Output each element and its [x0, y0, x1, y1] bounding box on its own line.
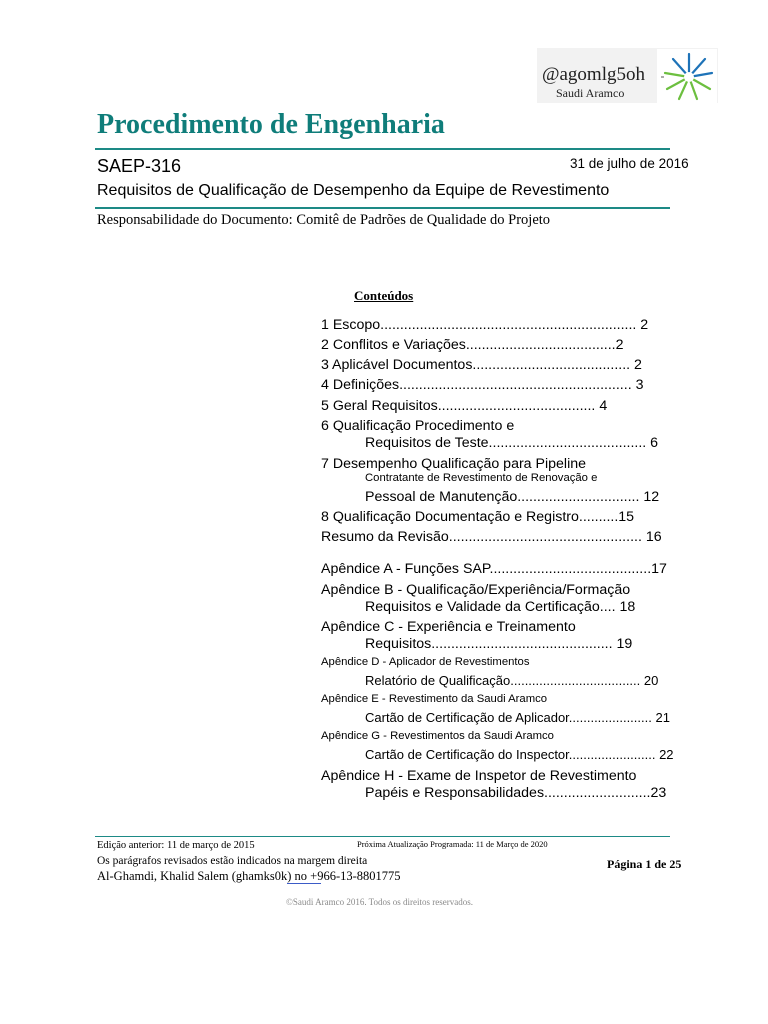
toc-entry-revision-summary[interactable]: Resumo da Revisão................................................. 16	[321, 529, 662, 545]
toc-appendix-a[interactable]: Apêndice A - Funções SAP.........................................17	[321, 561, 667, 577]
title-divider	[95, 148, 670, 150]
toc-entry-1[interactable]: 1 Escopo................................................................. 2	[321, 317, 649, 333]
toc-appendix-b-continued[interactable]: Requisitos e Validade da Certificação.... 18	[365, 599, 636, 615]
toc-entry-7[interactable]: 7 Desempenho Qualificação para Pipeline	[321, 456, 586, 472]
saudi-aramco-star-icon	[657, 49, 717, 103]
toc-appendix-g-continued[interactable]: Cartão de Certificação do Inspector........................ 22	[365, 747, 674, 762]
toc-entry-3[interactable]: 3 Aplicável Documentos........................................ 2	[321, 357, 642, 373]
footer-divider	[95, 836, 670, 837]
toc-entry-7-continued[interactable]: Contratante de Revestimento de Renovação e	[365, 472, 598, 484]
document-subtitle: Requisitos de Qualificação de Desempenho da Equipe de Revestimento	[97, 182, 610, 199]
toc-entry-8[interactable]: 8 Qualificação Documentação e Registro..........15	[321, 509, 635, 525]
toc-appendix-g[interactable]: Apêndice G - Revestimentos da Saudi Aramco	[321, 730, 554, 742]
page-number: Página 1 de 25	[607, 857, 682, 871]
previous-edition: Edição anterior: 11 de março de 2015	[97, 840, 255, 851]
toc-appendix-d-continued[interactable]: Relatório de Qualificação.................................... 20	[365, 673, 659, 688]
revised-paragraphs-note: Os parágrafos revisados estão indicados na margem direita	[97, 855, 368, 867]
logo-company-name: Saudi Aramco	[556, 86, 625, 100]
toc-appendix-c-continued[interactable]: Requisitos.............................................. 19	[365, 636, 633, 652]
toc-appendix-d[interactable]: Apêndice D - Aplicador de Revestimentos	[321, 656, 530, 668]
toc-entry-2[interactable]: 2 Conflitos e Variações......................................2	[321, 337, 624, 353]
document-responsibility: Responsabilidade do Documento: Comitê de Padrões de Qualidade do Projeto	[97, 212, 551, 228]
toc-appendix-e-continued[interactable]: Cartão de Certificação de Aplicador....................... 21	[365, 710, 670, 725]
toc-entry-7-continued-2[interactable]: Pessoal de Manutenção............................... 12	[365, 489, 660, 505]
toc-entry-6-continued[interactable]: Requisitos de Teste........................................ 6	[365, 435, 659, 451]
toc-appendix-c[interactable]: Apêndice C - Experiência e Treinamento	[321, 619, 576, 635]
toc-appendix-e[interactable]: Apêndice E - Revestimento da Saudi Aramco	[321, 693, 548, 705]
toc-appendix-b[interactable]: Apêndice B - Qualificação/Experiência/Formação	[321, 582, 631, 598]
toc-appendix-h-continued[interactable]: Papéis e Responsabilidades...........................23	[365, 785, 667, 801]
toc-entry-6[interactable]: 6 Qualificação Procedimento e	[321, 418, 515, 434]
page-title: Procedimento de Engenharia	[97, 109, 445, 140]
document-id: SAEP-316	[97, 156, 182, 176]
logo-handle-text: @agomlg5oh	[542, 64, 645, 85]
toc-entry-5[interactable]: 5 Geral Requisitos........................................ 4	[321, 398, 608, 414]
subtitle-divider	[95, 207, 670, 209]
toc-appendix-h[interactable]: Apêndice H - Exame de Inspetor de Revestimento	[321, 768, 637, 784]
toc-heading: Conteúdos	[354, 288, 414, 303]
copyright: ©Saudi Aramco 2016. Todos os direitos reservados.	[286, 897, 474, 907]
contact-line: Al-Ghamdi, Khalid Salem (ghamks0k) no +966-13-8801775	[97, 869, 401, 883]
next-update: Próxima Atualização Programada: 11 de Março de 2020	[357, 839, 548, 849]
document-date: 31 de julho de 2016	[570, 156, 689, 171]
toc-entry-4[interactable]: 4 Definições........................................................... 3	[321, 377, 644, 393]
link-underline	[287, 883, 321, 884]
